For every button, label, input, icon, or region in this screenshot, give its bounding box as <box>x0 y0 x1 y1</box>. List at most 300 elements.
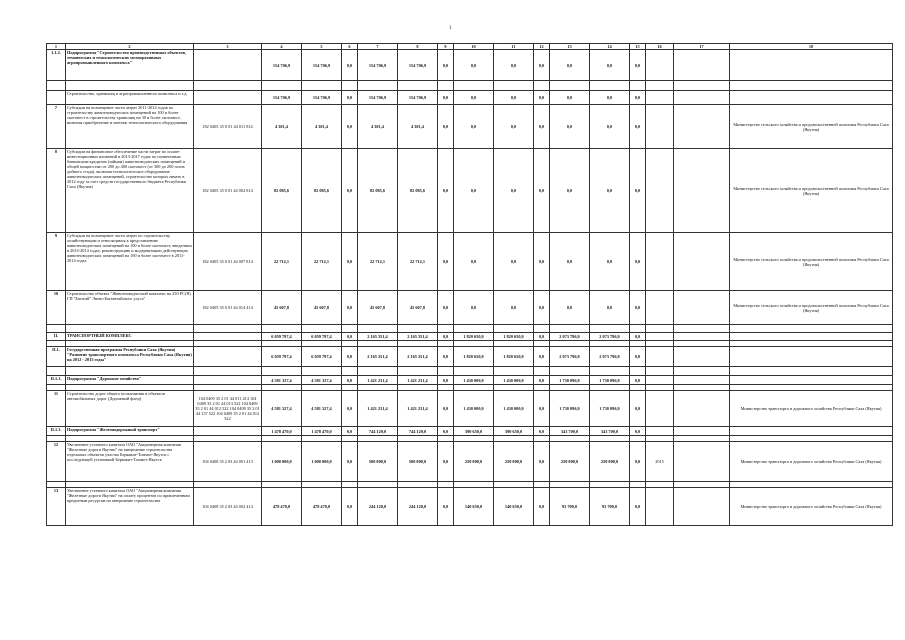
amount-cell: 6 059 797,4 <box>302 347 342 367</box>
amount-cell: 500 000,0 <box>358 442 398 482</box>
column-number: 5 <box>302 44 342 50</box>
empty-cell <box>730 367 893 376</box>
column-number: 14 <box>590 44 630 50</box>
budget-code-cell: 182 0405 35 0 01 44 014 414 <box>194 291 262 325</box>
year-cell <box>646 105 674 149</box>
amount-cell: 343 700,0 <box>590 427 630 436</box>
amount-cell: 1 430 000,0 <box>494 376 534 385</box>
column-17-cell <box>674 488 730 526</box>
empty-cell <box>534 81 550 91</box>
year-cell <box>646 291 674 325</box>
amount-cell: 22 712,1 <box>302 233 342 291</box>
amount-cell: 1 421 231,4 <box>358 391 398 427</box>
amount-cell: 0,0 <box>342 427 358 436</box>
amount-cell: 0,0 <box>534 105 550 149</box>
empty-cell <box>262 367 302 376</box>
amount-cell: 0,0 <box>454 105 494 149</box>
amount-cell: 0,0 <box>590 291 630 325</box>
column-17-cell <box>674 149 730 233</box>
amount-cell: 0,0 <box>630 427 646 436</box>
amount-cell: 4 581 327,4 <box>302 391 342 427</box>
amount-cell: 0,0 <box>494 91 534 105</box>
year-cell <box>646 376 674 385</box>
amount-cell: 0,0 <box>494 149 534 233</box>
amount-cell: 0,0 <box>534 427 550 436</box>
empty-cell <box>534 325 550 333</box>
empty-cell <box>66 367 194 376</box>
column-number: 7 <box>358 44 398 50</box>
year-cell <box>646 427 674 436</box>
table-row <box>47 427 893 436</box>
amount-cell: 0,0 <box>550 233 590 291</box>
amount-cell: 0,0 <box>590 50 630 81</box>
amount-cell: 0,0 <box>590 91 630 105</box>
empty-cell <box>630 325 646 333</box>
row-number-cell: 12 <box>47 442 66 482</box>
row-name-cell: Строительство, хранилищ и агропромышленного комплекса и т.д. <box>66 91 194 105</box>
row-name-cell: Строительство объекта "Животноводческий комплекс на 250 РС(Я) ГП "Батагай" Эвено-Бытантайского улуса" <box>66 291 194 325</box>
amount-cell: 0,0 <box>454 291 494 325</box>
row-number-cell: 13 <box>47 488 66 526</box>
column-number: 13 <box>550 44 590 50</box>
amount-cell: 1 820 650,0 <box>494 333 534 341</box>
amount-cell: 1 478 470,0 <box>262 427 302 436</box>
row-number-cell: 7 <box>47 105 66 149</box>
amount-cell: 0,0 <box>438 291 454 325</box>
amount-cell: 6 059 797,4 <box>262 347 302 367</box>
amount-cell: 0,0 <box>342 376 358 385</box>
column-number: 10 <box>454 44 494 50</box>
amount-cell: 0,0 <box>534 333 550 341</box>
table-row <box>47 91 893 105</box>
amount-cell: 4 301,4 <box>302 105 342 149</box>
amount-cell: 82 085,6 <box>262 149 302 233</box>
amount-cell: 1 820 650,0 <box>454 333 494 341</box>
empty-cell <box>550 81 590 91</box>
column-17-cell <box>674 427 730 436</box>
row-name-cell: Подпрограмма "Железнодорожный транспорт" <box>66 427 194 436</box>
column-17-cell <box>674 50 730 81</box>
responsible-cell: Министерство сельского хозяйства и продовольственной политики Республики Саха (Якутия) <box>730 105 893 149</box>
amount-cell: 45 607,8 <box>358 291 398 325</box>
empty-cell <box>550 367 590 376</box>
amount-cell: 0,0 <box>550 149 590 233</box>
row-number-cell: 1.1.2. <box>47 50 66 81</box>
table-row <box>47 347 893 367</box>
budget-code-cell <box>194 91 262 105</box>
empty-cell <box>358 325 398 333</box>
column-17-cell <box>674 347 730 367</box>
empty-cell <box>194 81 262 91</box>
amount-cell: 0,0 <box>438 333 454 341</box>
column-number: 6 <box>342 44 358 50</box>
row-name-cell: Подпрограмма "Дорожное хозяйство" <box>66 376 194 385</box>
budget-code-cell: 182 0405 35 0 01 44 011 814 <box>194 105 262 149</box>
row-number-cell: II.1.1. <box>47 376 66 385</box>
amount-cell: 478 470,0 <box>302 488 342 526</box>
table-row <box>47 391 893 427</box>
amount-cell: 0,0 <box>438 91 454 105</box>
responsible-cell <box>730 347 893 367</box>
empty-cell <box>454 367 494 376</box>
amount-cell: 0,0 <box>342 333 358 341</box>
column-17-cell <box>674 291 730 325</box>
amount-cell: 244 120,0 <box>358 488 398 526</box>
amount-cell: 22 712,1 <box>358 233 398 291</box>
amount-cell: 0,0 <box>630 149 646 233</box>
amount-cell: 0,0 <box>454 91 494 105</box>
responsible-cell <box>730 333 893 341</box>
amount-cell: 2 165 351,4 <box>398 347 438 367</box>
amount-cell: 2 165 351,4 <box>358 347 398 367</box>
amount-cell: 0,0 <box>534 233 550 291</box>
empty-cell <box>47 325 66 333</box>
amount-cell: 0,0 <box>438 427 454 436</box>
amount-cell: 500 000,0 <box>398 442 438 482</box>
column-number: 3 <box>194 44 262 50</box>
empty-cell <box>47 367 66 376</box>
row-name-cell: Субсидии на финансовое обеспечение части затрат по оплате инвестиционных вложений в 2013-2017 годах по починочным банковским кредитам (займам) животноводческих помещений и общей мощностью от 200 до 400 скотомест (от 300 до 200 голов дойного стада), включая технологическое оборудование животноводческих помещений, строительство которых начато в 2012 году за счет средств государственного бюджета Республики Саха (Якутия) <box>66 149 194 233</box>
column-number: 18 <box>730 44 893 50</box>
budget-code-cell: 182 0405 35 0 01 44 007 814 <box>194 233 262 291</box>
responsible-cell <box>730 91 893 105</box>
budget-code-cell <box>194 333 262 341</box>
column-number: 1 <box>47 44 66 50</box>
amount-cell: 0,0 <box>438 376 454 385</box>
amount-cell: 6 059 797,4 <box>262 333 302 341</box>
amount-cell: 2 073 796,0 <box>550 333 590 341</box>
amount-cell: 1 820 650,0 <box>454 347 494 367</box>
row-number-cell: 9 <box>47 233 66 291</box>
amount-cell: 1 478 470,0 <box>302 427 342 436</box>
amount-cell: 4 301,4 <box>358 105 398 149</box>
column-17-cell <box>674 233 730 291</box>
amount-cell: 1 430 000,0 <box>494 391 534 427</box>
empty-cell <box>494 367 534 376</box>
responsible-cell <box>730 427 893 436</box>
column-number: 4 <box>262 44 302 50</box>
empty-cell <box>262 325 302 333</box>
amount-cell: 1 730 096,0 <box>590 376 630 385</box>
column-number: 12 <box>534 44 550 50</box>
year-cell <box>646 333 674 341</box>
empty-cell <box>302 325 342 333</box>
empty-cell <box>358 81 398 91</box>
amount-cell: 390 650,0 <box>494 427 534 436</box>
amount-cell: 0,0 <box>342 488 358 526</box>
table-row <box>47 488 893 526</box>
amount-cell: 1 730 096,0 <box>550 391 590 427</box>
amount-cell: 4 581 327,4 <box>262 376 302 385</box>
amount-cell: 82 085,6 <box>302 149 342 233</box>
responsible-cell: Министерство сельского хозяйства и продовольственной политики Республики Саха (Якутия) <box>730 149 893 233</box>
column-number: 11 <box>494 44 534 50</box>
empty-cell <box>454 325 494 333</box>
amount-cell: 0,0 <box>342 347 358 367</box>
amount-cell: 0,0 <box>342 50 358 81</box>
responsible-cell: Министерство сельского хозяйства и продовольственной политики Республики Саха (Якутия) <box>730 233 893 291</box>
amount-cell: 1 430 000,0 <box>454 376 494 385</box>
empty-cell <box>398 81 438 91</box>
amount-cell: 154 706,9 <box>358 50 398 81</box>
budget-code-cell <box>194 347 262 367</box>
amount-cell: 154 706,9 <box>398 91 438 105</box>
spacer-row <box>47 81 893 91</box>
amount-cell: 0,0 <box>590 149 630 233</box>
amount-cell: 0,0 <box>534 91 550 105</box>
column-number: 2 <box>66 44 194 50</box>
empty-cell <box>66 81 194 91</box>
column-number: 16 <box>646 44 674 50</box>
amount-cell: 478 470,0 <box>262 488 302 526</box>
amount-cell: 154 706,9 <box>302 50 342 81</box>
amount-cell: 0,0 <box>550 105 590 149</box>
amount-cell: 744 120,0 <box>398 427 438 436</box>
amount-cell: 0,0 <box>534 376 550 385</box>
column-17-cell <box>674 376 730 385</box>
empty-cell <box>438 81 454 91</box>
amount-cell: 0,0 <box>438 347 454 367</box>
amount-cell: 244 120,0 <box>398 488 438 526</box>
row-number-cell: II.1. <box>47 347 66 367</box>
table-row <box>47 333 893 341</box>
amount-cell: 0,0 <box>534 149 550 233</box>
amount-cell: 82 085,6 <box>358 149 398 233</box>
amount-cell: 0,0 <box>630 442 646 482</box>
amount-cell: 390 650,0 <box>454 427 494 436</box>
table-row <box>47 50 893 81</box>
amount-cell: 22 712,1 <box>262 233 302 291</box>
empty-cell <box>646 81 674 91</box>
empty-cell <box>358 367 398 376</box>
row-name-cell: Государственная программа Республики Саха (Якутия) "Развитие транспортного комплекса Республики Саха (Якутия) на 2012 - 2015 годы" <box>66 347 194 367</box>
row-name-cell: Увеличение уставного капитала ОАО "Акционерная компания "Железные дороги Якутии" на завершение строительства отдельных объектов участка Беркакит-Томмот-Якутск с последующей установкой Беркакит-Томмот-Якутск <box>66 442 194 482</box>
empty-cell <box>646 367 674 376</box>
amount-cell: 0,0 <box>534 391 550 427</box>
amount-cell: 82 085,6 <box>398 149 438 233</box>
amount-cell: 0,0 <box>630 291 646 325</box>
amount-cell: 154 706,9 <box>302 91 342 105</box>
amount-cell: 0,0 <box>438 105 454 149</box>
empty-cell <box>674 81 730 91</box>
amount-cell: 1 421 231,4 <box>358 376 398 385</box>
amount-cell: 250 000,0 <box>550 442 590 482</box>
amount-cell: 0,0 <box>534 347 550 367</box>
empty-cell <box>454 81 494 91</box>
column-17-cell <box>674 333 730 341</box>
amount-cell: 1 820 650,0 <box>494 347 534 367</box>
empty-cell <box>47 81 66 91</box>
amount-cell: 0,0 <box>494 50 534 81</box>
amount-cell: 154 706,9 <box>398 50 438 81</box>
amount-cell: 4 301,4 <box>398 105 438 149</box>
amount-cell: 45 607,8 <box>262 291 302 325</box>
amount-cell: 4 581 327,4 <box>302 376 342 385</box>
row-number-cell: 8 <box>47 149 66 233</box>
column-17-cell <box>674 105 730 149</box>
amount-cell: 0,0 <box>630 347 646 367</box>
amount-cell: 140 650,0 <box>454 488 494 526</box>
row-number-cell <box>47 91 66 105</box>
empty-cell <box>494 81 534 91</box>
amount-cell: 2 073 796,0 <box>590 333 630 341</box>
amount-cell: 1 421 231,4 <box>398 376 438 385</box>
amount-cell: 0,0 <box>342 291 358 325</box>
amount-cell: 93 700,0 <box>550 488 590 526</box>
empty-cell <box>262 81 302 91</box>
budget-code-cell: 104 0408 35 2 03 44 001 413 <box>194 442 262 482</box>
responsible-cell: Министерство сельского хозяйства и продовольственной политики Республики Саха (Якутия) <box>730 291 893 325</box>
amount-cell: 22 712,1 <box>398 233 438 291</box>
amount-cell: 1 000 000,0 <box>262 442 302 482</box>
page-number: 1 <box>449 26 452 31</box>
empty-cell <box>630 367 646 376</box>
amount-cell: 0,0 <box>630 333 646 341</box>
amount-cell: 1 421 231,4 <box>398 391 438 427</box>
amount-cell: 0,0 <box>454 50 494 81</box>
amount-cell: 0,0 <box>438 233 454 291</box>
table-row <box>47 291 893 325</box>
amount-cell: 140 650,0 <box>494 488 534 526</box>
budget-code-cell: 104 0408 35 2 03 44 002 414 <box>194 488 262 526</box>
row-name-cell: Подпрограмма "Строительство производственных объектов, технических и технологических мелиоративных агропромышленного комплекса" <box>66 50 194 81</box>
amount-cell: 0,0 <box>630 391 646 427</box>
amount-cell: 1 000 000,0 <box>302 442 342 482</box>
empty-cell <box>590 325 630 333</box>
amount-cell: 0,0 <box>438 488 454 526</box>
empty-cell <box>302 81 342 91</box>
table-row <box>47 233 893 291</box>
row-number-cell: II. <box>47 333 66 341</box>
amount-cell: 4 581 327,4 <box>262 391 302 427</box>
year-cell: 2015 <box>646 442 674 482</box>
table-row <box>47 105 893 149</box>
table-row <box>47 442 893 482</box>
year-cell <box>646 391 674 427</box>
year-cell <box>646 347 674 367</box>
empty-cell <box>194 367 262 376</box>
empty-cell <box>438 367 454 376</box>
empty-cell <box>342 367 358 376</box>
budget-code-cell <box>194 376 262 385</box>
row-number-cell: 11 <box>47 391 66 427</box>
year-cell <box>646 488 674 526</box>
amount-cell: 0,0 <box>454 233 494 291</box>
row-name-cell: Увеличение уставного капитала ОАО "Акционерная компания "Железные дороги Якутии" на оплату процентов по привлеченным кредитным ресурсам на завершение строительства <box>66 488 194 526</box>
amount-cell: 1 730 096,0 <box>590 391 630 427</box>
column-number: 17 <box>674 44 730 50</box>
amount-cell: 0,0 <box>630 50 646 81</box>
amount-cell: 0,0 <box>438 149 454 233</box>
responsible-cell <box>730 50 893 81</box>
budget-code-cell: 182 0405 35 0 01 44 002 814 <box>194 149 262 233</box>
empty-cell <box>674 325 730 333</box>
amount-cell: 0,0 <box>494 291 534 325</box>
responsible-cell: Министерство транспорта и дорожного хозяйства Республики Саха (Якутия) <box>730 391 893 427</box>
empty-cell <box>534 367 550 376</box>
amount-cell: 0,0 <box>534 291 550 325</box>
year-cell <box>646 91 674 105</box>
column-17-cell <box>674 91 730 105</box>
empty-cell <box>730 81 893 91</box>
amount-cell: 0,0 <box>590 105 630 149</box>
amount-cell: 2 165 351,4 <box>358 333 398 341</box>
amount-cell: 93 700,0 <box>590 488 630 526</box>
empty-cell <box>438 325 454 333</box>
responsible-cell <box>730 376 893 385</box>
responsible-cell: Министерство транспорта и дорожного хозяйства Республики Саха (Якутия) <box>730 442 893 482</box>
amount-cell: 45 607,8 <box>398 291 438 325</box>
empty-cell <box>66 325 194 333</box>
amount-cell: 1 430 000,0 <box>454 391 494 427</box>
empty-cell <box>302 367 342 376</box>
row-number-cell: 10 <box>47 291 66 325</box>
row-name-cell: Субсидии на возмещение части затрат по строительству, хозяйствующим и относящимся к представлению животноводческих помещений на 100 и более скотомест, введенных в 2014-2014 годах, реконструкцию и модернизацию действующих животноводческих помещений на 100 и более скотомест в 2011-2014 годах <box>66 233 194 291</box>
table-row <box>47 149 893 233</box>
amount-cell: 0,0 <box>630 233 646 291</box>
amount-cell: 343 700,0 <box>550 427 590 436</box>
amount-cell: 2 073 796,0 <box>590 347 630 367</box>
row-name-cell: Строительство дорог общего пользования и объектов автомобильных дорог (Дорожный фонд) <box>66 391 194 427</box>
amount-cell: 0,0 <box>438 391 454 427</box>
amount-cell: 0,0 <box>550 91 590 105</box>
responsible-cell: Министерство транспорта и дорожного хозяйства Республики Саха (Якутия) <box>730 488 893 526</box>
empty-cell <box>674 367 730 376</box>
amount-cell: 0,0 <box>342 91 358 105</box>
empty-cell <box>730 325 893 333</box>
year-cell <box>646 149 674 233</box>
budget-code-cell: 104 0409 35 2 01 44 011 414 104 0409 35 2 01 44 013 522 104 0409 35 2 01 44 012 522 104 0409 35 2 01 44 137 522 104 0409 35 2 01 44 012 522 <box>194 391 262 427</box>
amount-cell: 744 120,0 <box>358 427 398 436</box>
amount-cell: 154 706,9 <box>262 50 302 81</box>
amount-cell: 154 706,9 <box>358 91 398 105</box>
amount-cell: 0,0 <box>630 105 646 149</box>
empty-cell <box>494 325 534 333</box>
empty-cell <box>590 81 630 91</box>
amount-cell: 0,0 <box>342 442 358 482</box>
amount-cell: 0,0 <box>342 105 358 149</box>
column-17-cell <box>674 391 730 427</box>
amount-cell: 2 165 351,4 <box>398 333 438 341</box>
amount-cell: 4 301,4 <box>262 105 302 149</box>
spacer-row <box>47 367 893 376</box>
amount-cell: 0,0 <box>630 91 646 105</box>
empty-cell <box>646 325 674 333</box>
budget-code-cell <box>194 50 262 81</box>
amount-cell: 250 000,0 <box>494 442 534 482</box>
empty-cell <box>590 367 630 376</box>
column-17-cell <box>674 442 730 482</box>
amount-cell: 250 000,0 <box>454 442 494 482</box>
amount-cell: 0,0 <box>454 149 494 233</box>
amount-cell: 1 730 096,0 <box>550 376 590 385</box>
amount-cell: 0,0 <box>630 376 646 385</box>
amount-cell: 0,0 <box>590 233 630 291</box>
amount-cell: 154 706,9 <box>262 91 302 105</box>
row-number-cell: II.1.3. <box>47 427 66 436</box>
empty-cell <box>398 367 438 376</box>
empty-cell <box>398 325 438 333</box>
budget-table <box>46 43 893 526</box>
empty-cell <box>630 81 646 91</box>
amount-cell: 0,0 <box>534 442 550 482</box>
spacer-row <box>47 325 893 333</box>
amount-cell: 0,0 <box>534 50 550 81</box>
amount-cell: 250 000,0 <box>590 442 630 482</box>
column-number: 9 <box>438 44 454 50</box>
amount-cell: 0,0 <box>494 105 534 149</box>
empty-cell <box>342 325 358 333</box>
